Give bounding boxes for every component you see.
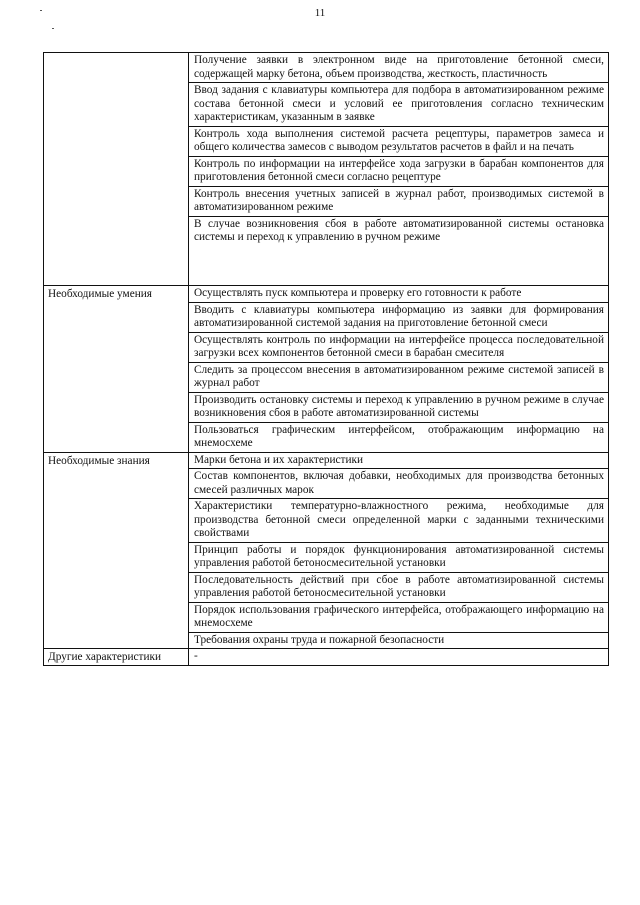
qualification-table	[43, 52, 609, 666]
section-items	[189, 649, 609, 666]
list-item: Состав компонентов, включая добавки, необходимых для производства бетонных смесей различных марок	[189, 468, 608, 498]
list-item: Контроль внесения учетных записей в журнал работ, производимых системой в автоматизированном режиме	[189, 186, 608, 216]
list-item: Следить за процессом внесения в автоматизированном режиме системой записей в журнал работ	[189, 362, 608, 392]
section-label-knowledge: Необходимые знания	[44, 452, 189, 649]
list-item: Пользоваться графическим интерфейсом, отображающим информацию на мнемосхеме	[189, 422, 608, 452]
list-item: Марки бетона и их характеристики	[194, 453, 364, 466]
section-row-skills	[44, 286, 609, 453]
list-item: Порядок использования графического интерфейса, отображающего информацию на мнемосхеме	[189, 602, 608, 632]
section-row-knowledge	[44, 452, 609, 649]
section-row-other	[44, 649, 609, 666]
page-number: 11	[314, 7, 326, 19]
list-item: Осуществлять контроль по информации на интерфейсе процесса последовательной загрузки всех компонентов бетонной смеси в барабан смесителя	[189, 332, 608, 362]
list-item: Требования охраны труда и пожарной безопасности	[189, 632, 608, 649]
scan-mark	[52, 28, 54, 29]
list-item: Вводить с клавиатуры компьютера информацию из заявки для формирования автоматизированной системой задания на приготовление бетонной смеси	[189, 302, 608, 332]
section-items	[189, 286, 609, 453]
list-item: Последовательность действий при сбое в работе автоматизированной системы управления работой бетоносмесительной установки	[189, 572, 608, 602]
list-item: Характеристики температурно-влажностного режима, необходимые для производства бетонной смеси определенной марки с заданными техническими свойствами	[189, 498, 608, 542]
section-label-other: Другие характеристики	[44, 649, 189, 666]
list-item: Производить остановку системы и переход к управлению в ручном режиме в случае возникновения сбоя в работе автоматизированной системы	[189, 392, 608, 422]
list-item: Ввод задания с клавиатуры компьютера для подбора в автоматизированном режиме состава бетонной смеси и условий ее приготовления согласно техническим характеристикам, указанным в заявке	[189, 82, 608, 126]
section-label-empty	[44, 53, 189, 286]
section-row-actions	[44, 53, 609, 286]
list-item: -	[194, 650, 198, 662]
scan-mark	[40, 10, 42, 11]
list-item: Осуществлять пуск компьютера и проверку его готовности к работе	[194, 287, 522, 299]
list-item: В случае возникновения сбоя в работе автоматизированной системы остановка системы и переход к управлению в ручном режиме	[189, 216, 608, 246]
list-item: Контроль хода выполнения системой расчета рецептуры, параметров замеса и общего количества замесов с выводом результатов расчетов в файл и на печать	[189, 126, 608, 156]
list-item: Принцип работы и порядок функционирования автоматизированной системы управления работой бетоносмесительной установки	[189, 542, 608, 572]
list-item: Получение заявки в электронном виде на приготовление бетонной смеси, содержащей марку бетона, объем производства, жесткость, пластичность	[194, 54, 604, 80]
section-items	[189, 452, 609, 649]
list-item: Контроль по информации на интерфейсе хода загрузки в барабан компонентов для приготовления бетонной смеси согласно рецептуре	[189, 156, 608, 186]
section-items	[189, 53, 609, 286]
section-label-skills: Необходимые умения	[44, 286, 189, 453]
